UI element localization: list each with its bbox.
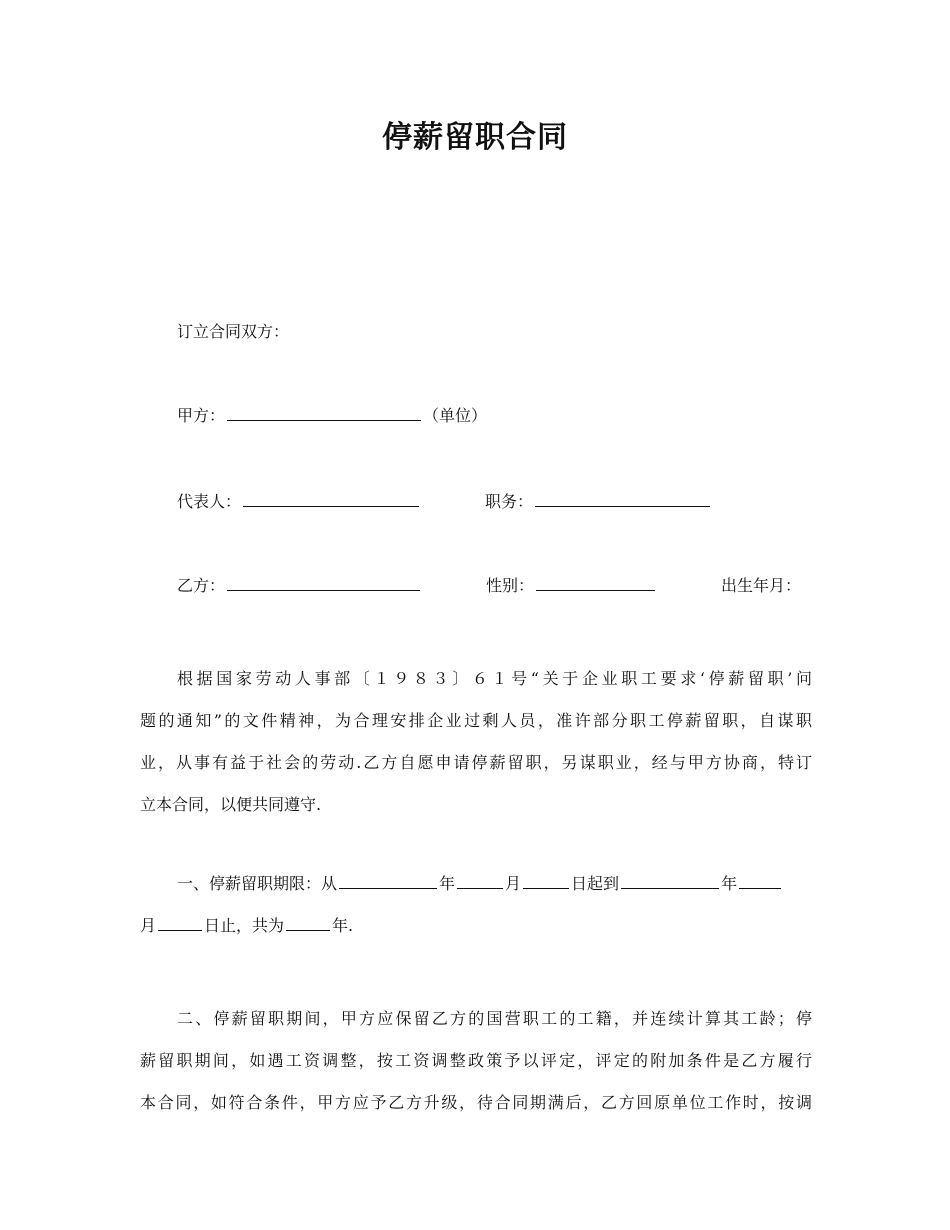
end-month-blank-part[interactable] xyxy=(739,872,781,889)
representative-blank[interactable] xyxy=(243,490,419,507)
gender-blank[interactable] xyxy=(536,574,655,591)
total-years-blank[interactable] xyxy=(286,914,330,931)
preamble-line-4: 立本合同，以便共同遵守. xyxy=(140,795,322,814)
party-a-suffix: （单位） xyxy=(423,406,488,425)
clause-1-day-1: 日起到 xyxy=(571,874,620,893)
start-year-blank[interactable] xyxy=(339,872,437,889)
position-label: 职务： xyxy=(485,492,534,511)
clause-1-prefix: 一、停薪留职期限：从 xyxy=(177,874,338,893)
preamble-line-1: 根据国家劳动人事部〔１９８３〕６１号“关于企业职工要求‘停薪留职’问 xyxy=(177,669,812,688)
clause-2-line-1: 二、停薪留职期间，甲方应保留乙方的国营职工的工籍，并连续计算其工龄；停 xyxy=(177,1009,812,1028)
preamble-line-3: 业，从事有益于社会的劳动.乙方自愿申请停薪留职，另谋职业，经与甲方协商，特订 xyxy=(140,753,812,772)
document-title: 停薪留职合同 xyxy=(382,120,568,155)
position-blank[interactable] xyxy=(535,490,710,507)
party-a-label: 甲方： xyxy=(177,406,226,425)
birth-label: 出生年月： xyxy=(721,576,802,595)
party-b-label: 乙方： xyxy=(177,576,226,595)
start-day-blank[interactable] xyxy=(523,872,569,889)
party-b-line xyxy=(140,574,812,598)
end-year-blank[interactable] xyxy=(621,872,719,889)
clause-1-month-1: 月 xyxy=(505,874,522,893)
clause-2-paragraph xyxy=(140,998,812,1124)
representative-line xyxy=(140,490,812,514)
preamble-paragraph xyxy=(140,658,812,826)
clause-1-month-2: 月 xyxy=(140,916,157,935)
clause-1-year-1: 年 xyxy=(439,874,456,893)
parties-heading: 订立合同双方： xyxy=(177,322,290,341)
clause-2-line-3: 本合同，如符合条件，甲方应予乙方升级，待合同期满后，乙方回原单位工作时，按调 xyxy=(140,1093,812,1112)
clause-1-line-1 xyxy=(140,872,812,896)
clause-1-years: 年. xyxy=(332,916,354,935)
gender-label: 性别： xyxy=(486,576,535,595)
representative-label: 代表人： xyxy=(177,492,242,511)
clause-1-day-2: 日止，共为 xyxy=(204,916,285,935)
clause-1-line-2 xyxy=(140,914,812,938)
end-day-blank[interactable] xyxy=(158,914,202,931)
clause-1-year-2: 年 xyxy=(721,874,738,893)
party-a-blank[interactable] xyxy=(227,404,421,421)
party-a-line xyxy=(140,404,812,428)
party-b-blank[interactable] xyxy=(227,574,420,591)
preamble-line-2: 题的通知”的文件精神，为合理安排企业过剩人员，准许部分职工停薪留职，自谋职 xyxy=(140,711,812,730)
clause-2-line-2: 薪留职期间，如遇工资调整，按工资调整政策予以评定，评定的附加条件是乙方履行 xyxy=(140,1051,812,1070)
start-month-blank[interactable] xyxy=(457,872,503,889)
